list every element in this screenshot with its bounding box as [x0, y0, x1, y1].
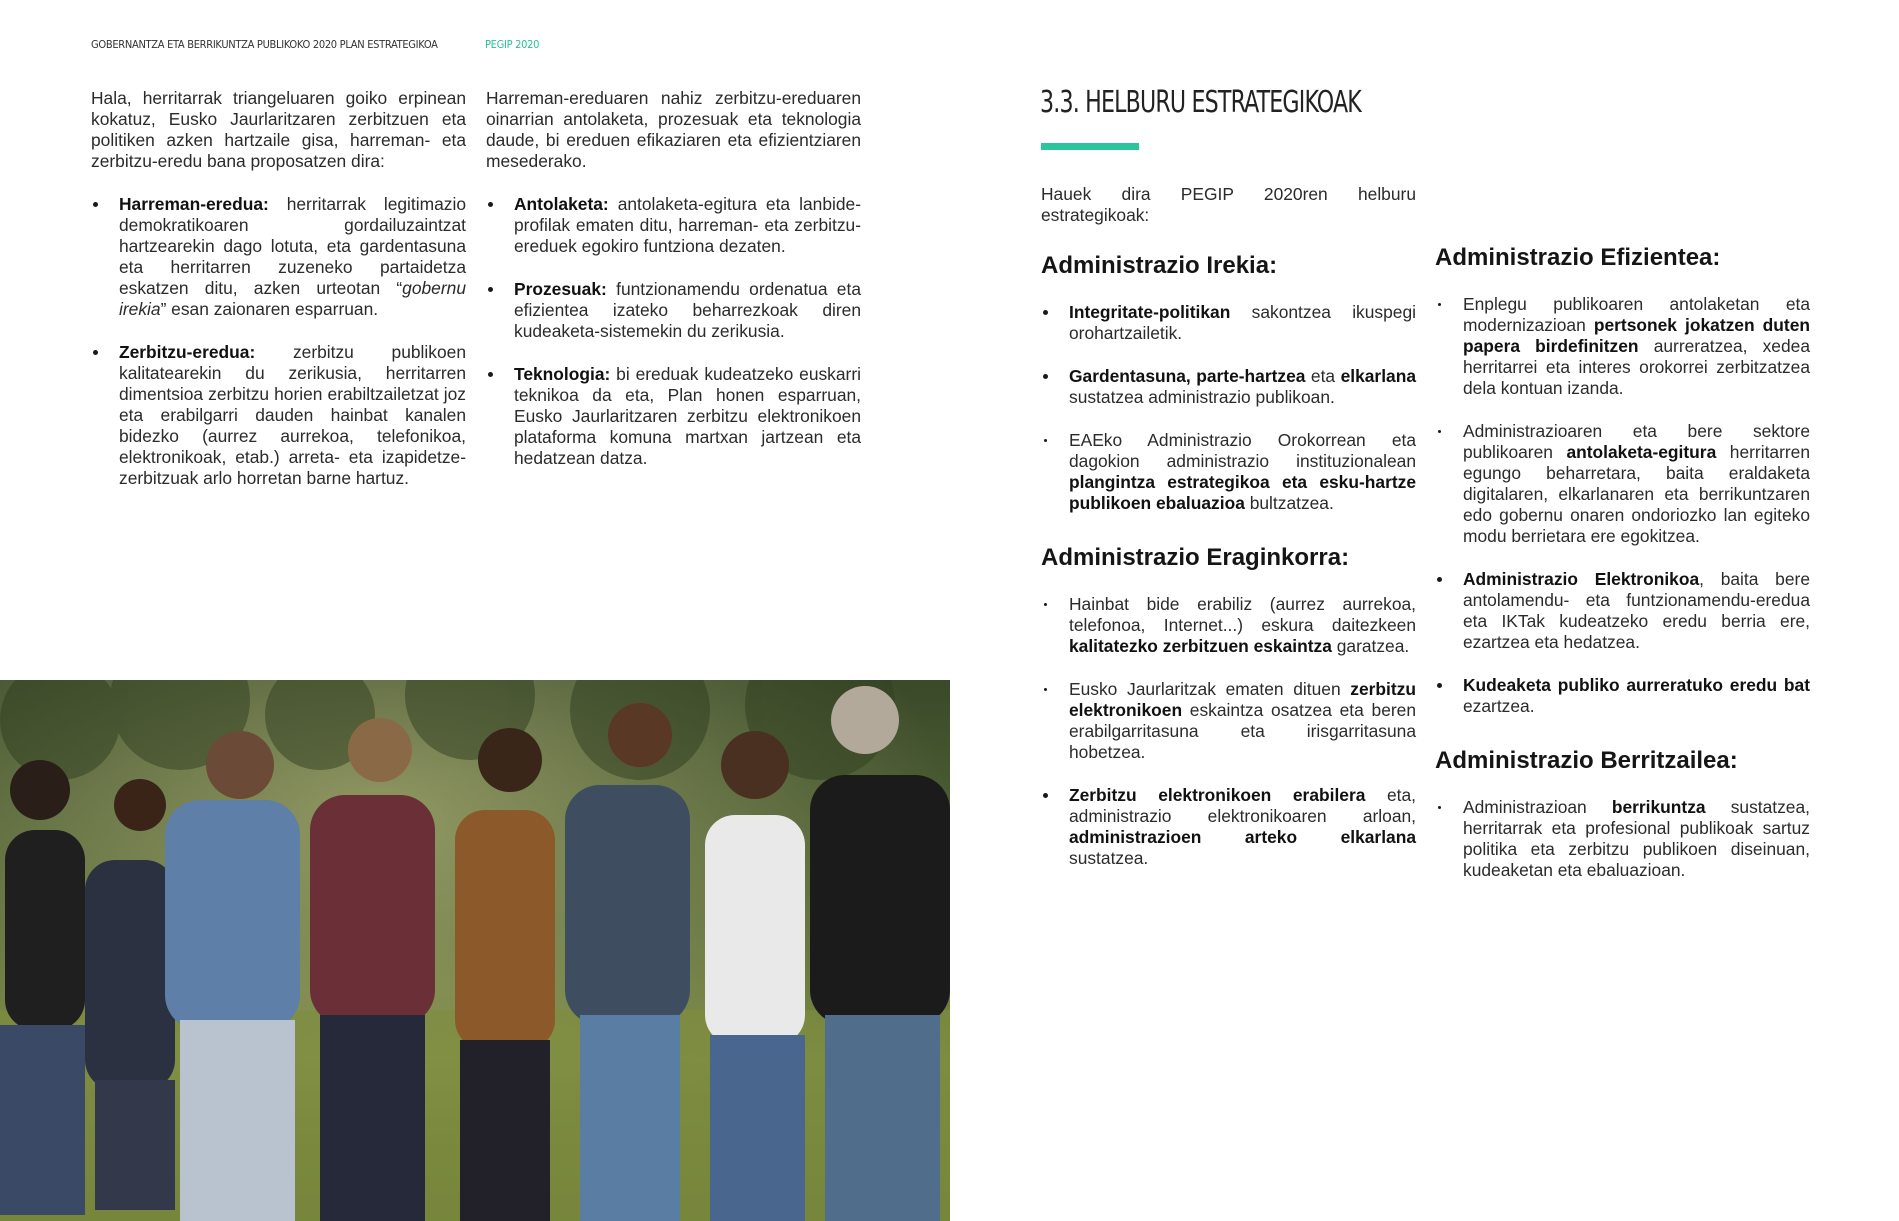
- item-text: bultzatzea.: [1244, 493, 1334, 513]
- item-term: zerbitzu elektronikoen: [1069, 679, 1416, 720]
- pillar-list: [486, 194, 861, 469]
- item-text: eta, administrazio elektronikoaren arloan,: [1069, 785, 1417, 826]
- item-term: kalitatezko zerbitzuen eskaintza: [1069, 636, 1332, 656]
- model-list: [91, 194, 466, 489]
- item-term: Administrazio Elektronikoa: [1463, 569, 1700, 589]
- right-page: [950, 0, 1899, 1221]
- list-item: [1041, 679, 1416, 763]
- list-item: [1041, 302, 1416, 344]
- list-item: [486, 279, 861, 342]
- objectives-intro: Hauek dira PEGIP 2020ren helburu estrategikoak:: [1041, 184, 1416, 225]
- item-italic: gobernu irekia: [119, 278, 466, 319]
- people-embracing-image: [0, 680, 950, 1221]
- item-text: bi ereduak kudeatzeko euskarri teknikoa da eta, Plan honen esparruan, Eusko Jaurlaritzaren zerbitzu elektronikoen plataforma komuna martxan jartzean eta hedatzean datza.: [514, 364, 861, 468]
- item-text: funtzionamendu ordenatua eta efizientea izateko beharrezkoak diren kudeaketa-sistemekin du zerikusia.: [514, 279, 861, 341]
- item-text: Administrazioan: [1463, 797, 1612, 817]
- item-term: Harreman-eredua:: [119, 194, 269, 214]
- item-term: administrazioen arteko elkarlana: [1069, 827, 1416, 847]
- efficient-administration-list: [1435, 294, 1810, 717]
- item-term: elkarlana: [1340, 366, 1416, 386]
- item-text: garatzea.: [1331, 636, 1410, 656]
- list-item: [1041, 430, 1416, 514]
- section-title: 3.3. HELBURU ESTRATEGIKOAK: [1040, 85, 1361, 120]
- effective-administration-list: [1041, 594, 1416, 869]
- item-term: Zerbitzu-eredua:: [119, 342, 256, 362]
- item-text: ” esan zaionaren esparruan.: [160, 299, 379, 319]
- heading-open-administration: Administrazio Irekia:: [1041, 252, 1278, 279]
- intro-paragraph: Harreman-ereduaren nahiz zerbitzu-ereduaren oinarrian antolaketa, prozesuak eta teknologia daude, bi ereduen efikaziaren eta efizientziaren mesederako.: [486, 88, 861, 171]
- item-text: antolaketa-egitura eta lanbide-profilak ematen ditu, harreman- eta zerbitzu-ereduek egokiro funtziona dezaten.: [514, 194, 861, 256]
- item-term: Integritate-politikan: [1069, 302, 1231, 322]
- item-text: , baita bere antolamendu- eta funtzionamendu-eredua eta IKTak kudeatzeko eredu berria ere, ezartzea eta hedatzea.: [1463, 569, 1810, 652]
- item-term: Antolaketa:: [514, 194, 609, 214]
- item-term: Kudeaketa publiko aurreratuko eredu bat: [1463, 675, 1810, 695]
- item-text: sustatzea, herritarrak eta profesional publikoak sartuz politika eta zerbitzu publikoen diseinuan, kudeaketan eta ebaluazioan.: [1463, 797, 1810, 880]
- item-text: eta: [1305, 366, 1341, 386]
- list-item: [1041, 594, 1416, 657]
- item-text: aurreratzea, xedea herritarrei eta interes orokorrei zerbitzatzea dela kontuan izanda.: [1463, 336, 1810, 398]
- list-item: [1435, 569, 1810, 653]
- running-head: [91, 38, 540, 51]
- heading-effective-administration: Administrazio Eraginkorra:: [1041, 544, 1350, 571]
- item-text: Enplegu publikoaren antolaketan eta modernizazioan: [1463, 294, 1810, 335]
- objectives-column-1: [1041, 184, 1416, 869]
- list-item: [1435, 421, 1810, 547]
- item-term: Zerbitzu elektronikoen erabilera: [1069, 785, 1366, 805]
- list-item: [1041, 366, 1416, 408]
- item-term: pertsonek jokatzen duten papera birdefinitzen: [1463, 315, 1810, 356]
- item-text: zerbitzu publikoen kalitatearekin du zerikusia, herritarren dimentsioa zerbitzu horien erabiltzailetzat joz eta erabilgarri dauden hainbat kanalen bidezko (aurrez aurrekoa, telefonikoa, elektronikoak, etab.) arreta- eta izapidetze-zerbitzuak arlo horretan barne hartuz.: [119, 342, 466, 488]
- objectives-column-2: [1435, 244, 1810, 881]
- innovative-administration-list: [1435, 797, 1810, 881]
- item-term: Gardentasuna, parte-hartzea: [1069, 366, 1306, 386]
- item-term: antolaketa-egitura: [1566, 442, 1717, 462]
- heading-innovative-administration: Administrazio Berritzailea:: [1435, 747, 1738, 774]
- text-column-1: [91, 88, 466, 489]
- item-text: ezartzea.: [1463, 696, 1535, 716]
- item-text: Administrazioaren eta bere sektore publikoaren: [1463, 421, 1810, 462]
- text-column-2: [486, 88, 861, 469]
- item-text: Eusko Jaurlaritzak ematen dituen: [1069, 679, 1351, 699]
- list-item: [1435, 797, 1810, 881]
- list-item: [1435, 294, 1810, 399]
- heading-efficient-administration: Administrazio Efizientea:: [1435, 244, 1721, 271]
- item-text: sakontzea ikuspegi orohartzailetik.: [1069, 302, 1416, 343]
- open-administration-list: [1041, 302, 1416, 514]
- item-text: Hainbat bide erabiliz (aurrez aurrekoa, telefonoa, Internet...) eskura daitezkeen: [1069, 594, 1416, 635]
- list-item: [91, 342, 466, 489]
- item-text: herritarrak legitimazio demokratikoaren gordailuzaintzat hartzearekin dago lotuta, eta gardentasuna eta herritarren zuzeneko partaidetza eskatzen ditu, azken urteotan “: [119, 194, 466, 298]
- intro-paragraph: Hala, herritarrak triangeluaren goiko erpinean kokatuz, Eusko Jaurlaritzaren zerbitzuen eta politiken azken hartzaile gisa, harreman- eta zerbitzu-eredu bana proposatzen dira:: [91, 88, 466, 171]
- plan-tag: PEGIP 2020: [485, 38, 540, 51]
- item-text: EAEko Administrazio Orokorrean eta dagokion administrazio instituzionalean: [1069, 430, 1416, 471]
- document-title: GOBERNANTZA ETA BERRIKUNTZA PUBLIKOKO 2020 PLAN ESTRATEGIKOA: [91, 38, 438, 51]
- item-text: herritarren egungo beharretara, baita eraldaketa digitalaren, elkarlanaren eta berrikuntzaren edo gobernu onaren ondoriozko lan egiteko modu berrietara ere egokitzea.: [1463, 442, 1810, 546]
- item-term: Prozesuak:: [514, 279, 607, 299]
- list-item: [486, 364, 861, 469]
- item-term: berrikuntza: [1611, 797, 1706, 817]
- list-item: [1435, 675, 1810, 717]
- list-item: [91, 194, 466, 320]
- item-term: plangintza estrategikoa eta esku-hartze publikoen ebaluazioa: [1069, 472, 1416, 513]
- item-text: sustatzea administrazio publikoan.: [1069, 387, 1335, 407]
- list-item: [486, 194, 861, 257]
- item-text: sustatzea.: [1069, 848, 1149, 868]
- item-term: Teknologia:: [514, 364, 611, 384]
- group-photo: [0, 680, 950, 1221]
- list-item: [1041, 785, 1416, 869]
- title-underline: [1041, 143, 1139, 150]
- item-text: eskaintza osatzea eta beren erabilgarritasuna eta irisgarritasuna hobetzea.: [1069, 700, 1416, 762]
